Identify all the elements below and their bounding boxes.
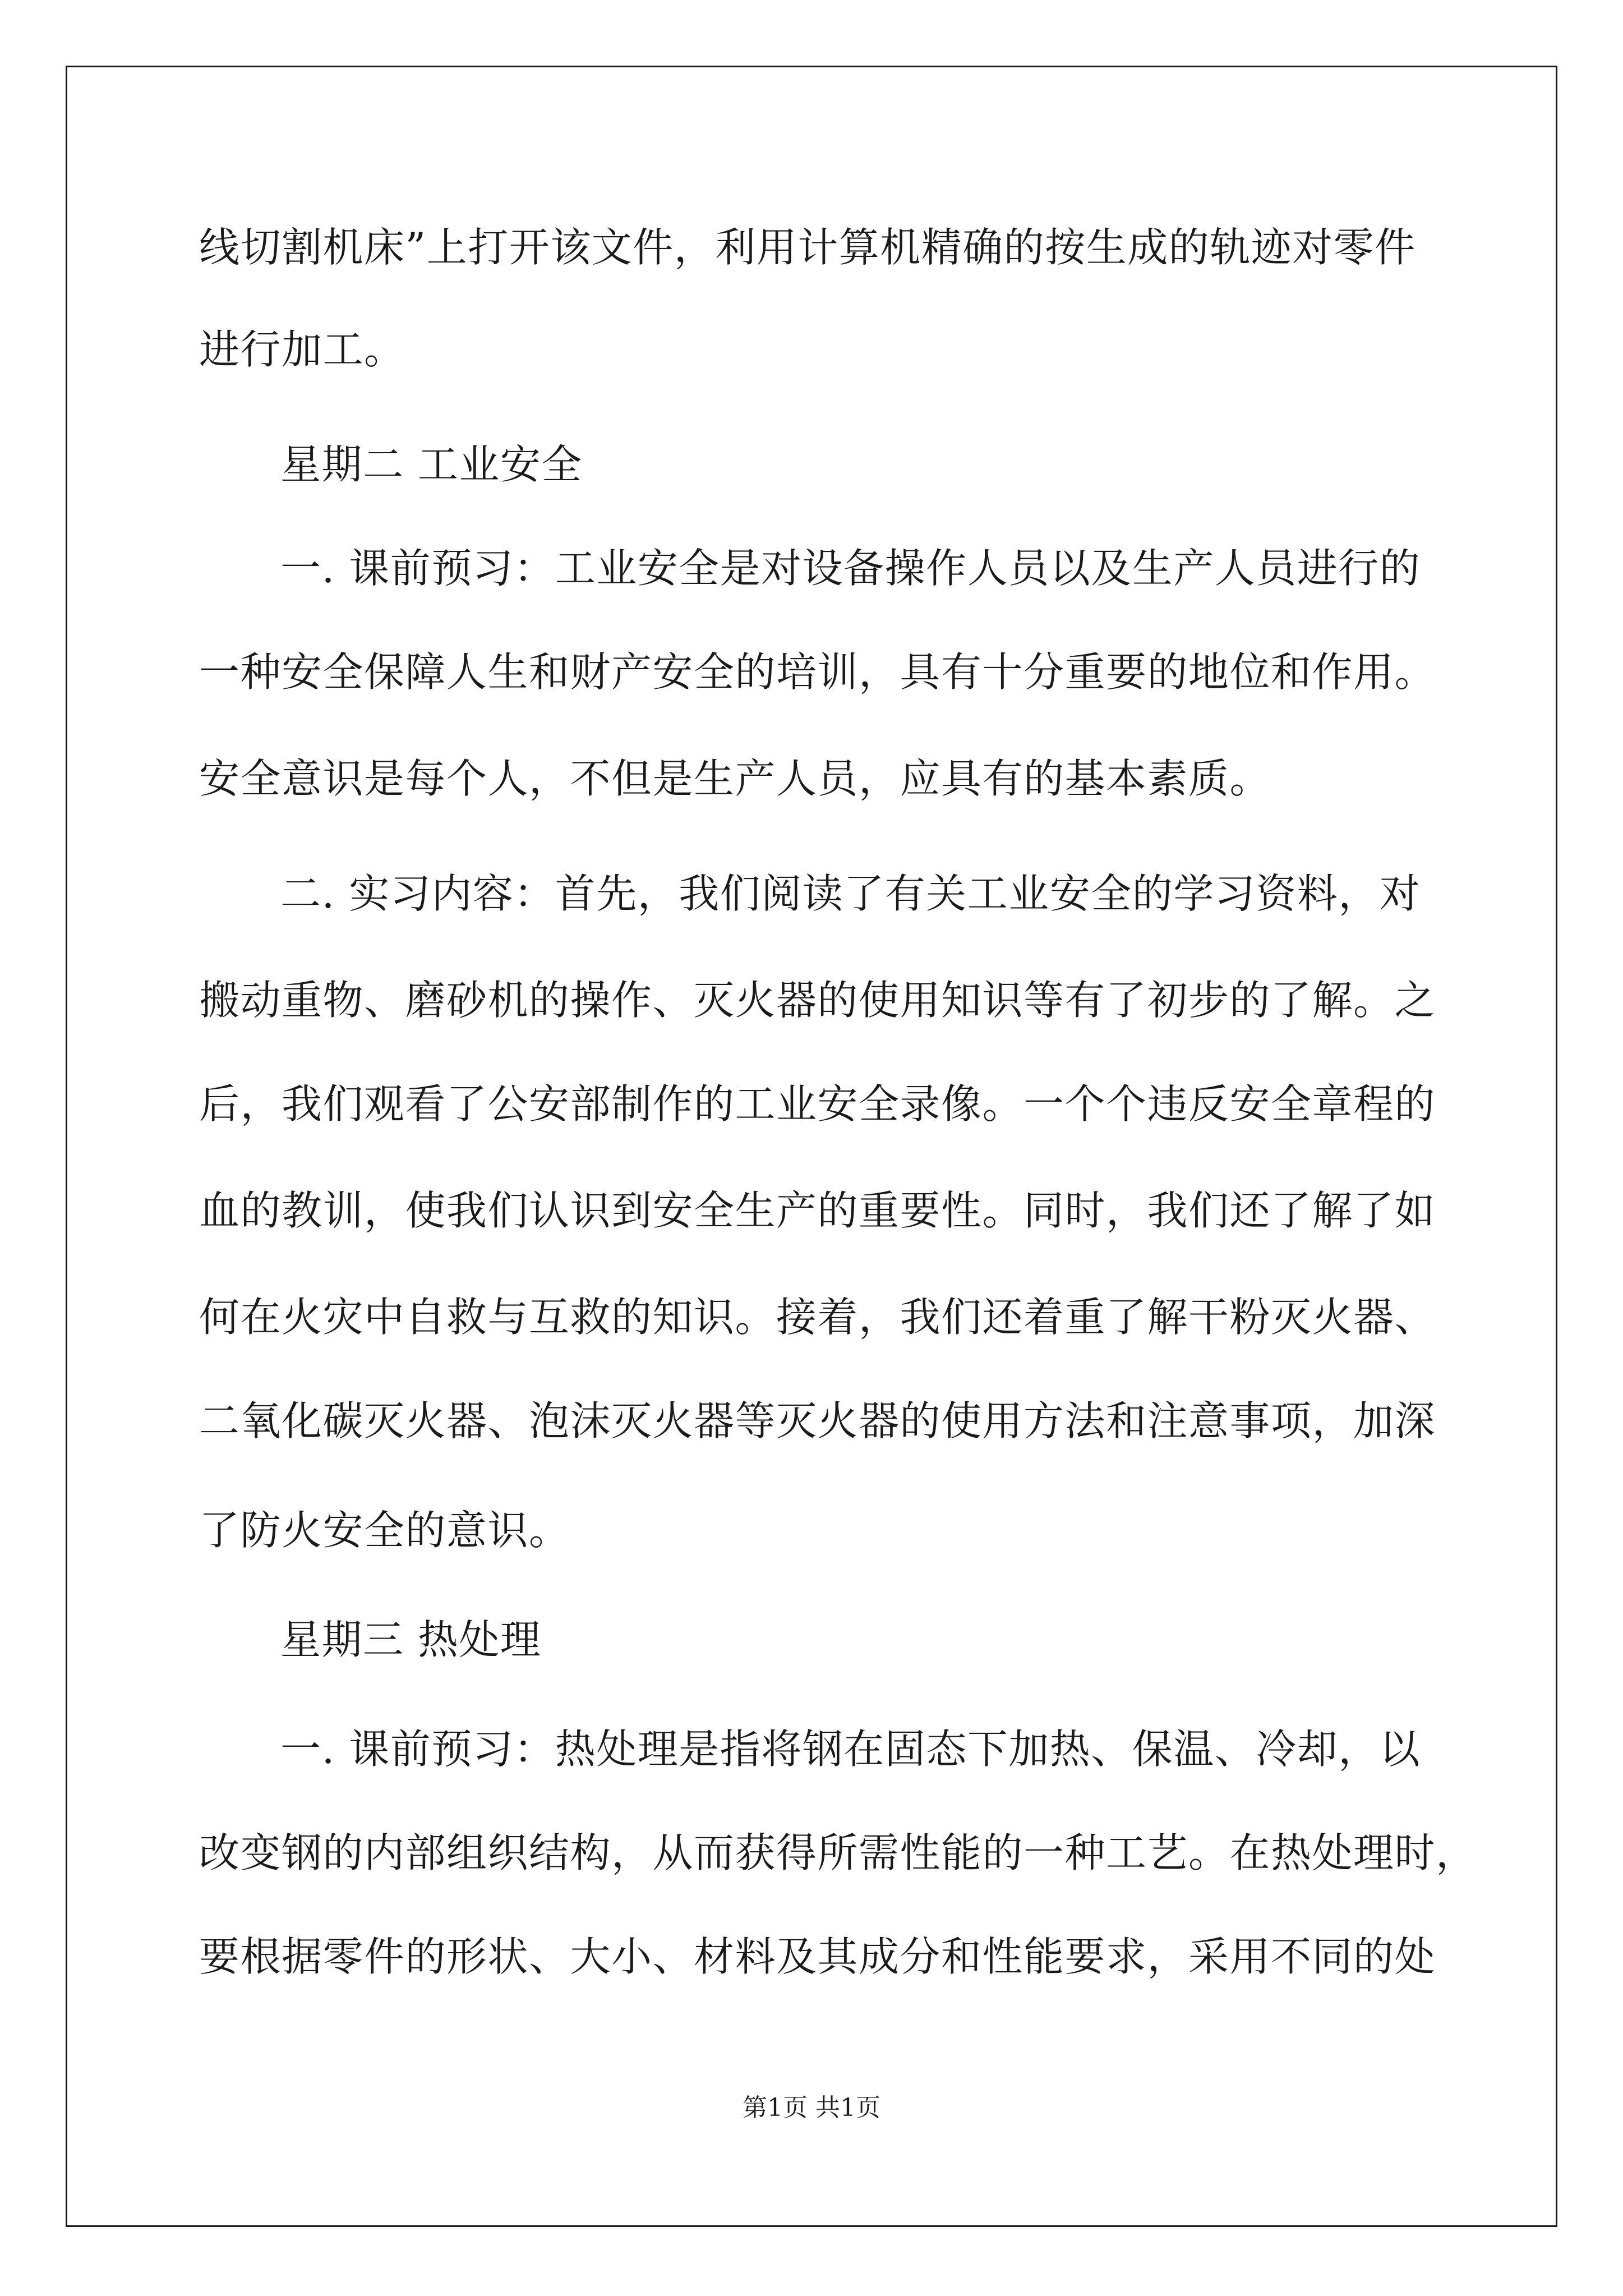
body-line: 后，我们观看了公安部制作的工业安全录像。一个个违反安全章程的 <box>199 1080 1436 1128</box>
section-heading: 星期二 工业安全 <box>280 441 583 488</box>
body-line: 了防火安全的意识。 <box>199 1507 570 1554</box>
body-line: 二. 实习内容：首先，我们阅读了有关工业安全的学习资料，对 <box>280 870 1421 917</box>
body-line: 改变钢的内部组织结构，从而获得所需性能的一种工艺。在热处理时， <box>199 1829 1477 1876</box>
body-line: 一. 课前预习：工业安全是对设备操作人员以及生产人员进行的 <box>280 545 1421 592</box>
section-heading: 星期三 热处理 <box>280 1616 542 1663</box>
body-line: 二氧化碳灭火器、泡沫灭火器等灭火器的使用方法和注意事项，加深 <box>199 1397 1436 1444</box>
body-line: 何在火灾中自救与互救的知识。接着，我们还着重了解干粉灭火器、 <box>199 1294 1436 1341</box>
body-line: 进行加工。 <box>199 326 405 373</box>
page-number: 第1页 共1页 <box>743 2093 880 2122</box>
body-line: 要根据零件的形状、大小、材料及其成分和性能要求，采用不同的处 <box>199 1933 1436 1980</box>
body-line: 一种安全保障人生和财产安全的培训，具有十分重要的地位和作用。 <box>199 648 1436 696</box>
body-line: 安全意识是每个人，不但是生产人员，应具有的基本素质。 <box>199 755 1271 802</box>
body-line: 搬动重物、磨砂机的操作、灭火器的使用知识等有了初步的了解。之 <box>199 977 1436 1024</box>
page-frame <box>66 66 1557 2227</box>
body-line: 一. 课前预习：热处理是指将钢在固态下加热、保温、冷却，以 <box>280 1726 1421 1773</box>
body-line: 血的教训，使我们认识到安全生产的重要性。同时，我们还了解了如 <box>199 1187 1436 1234</box>
body-line: 线切割机床”上打开该文件，利用计算机精确的按生成的轨迹对零件 <box>199 224 1416 271</box>
